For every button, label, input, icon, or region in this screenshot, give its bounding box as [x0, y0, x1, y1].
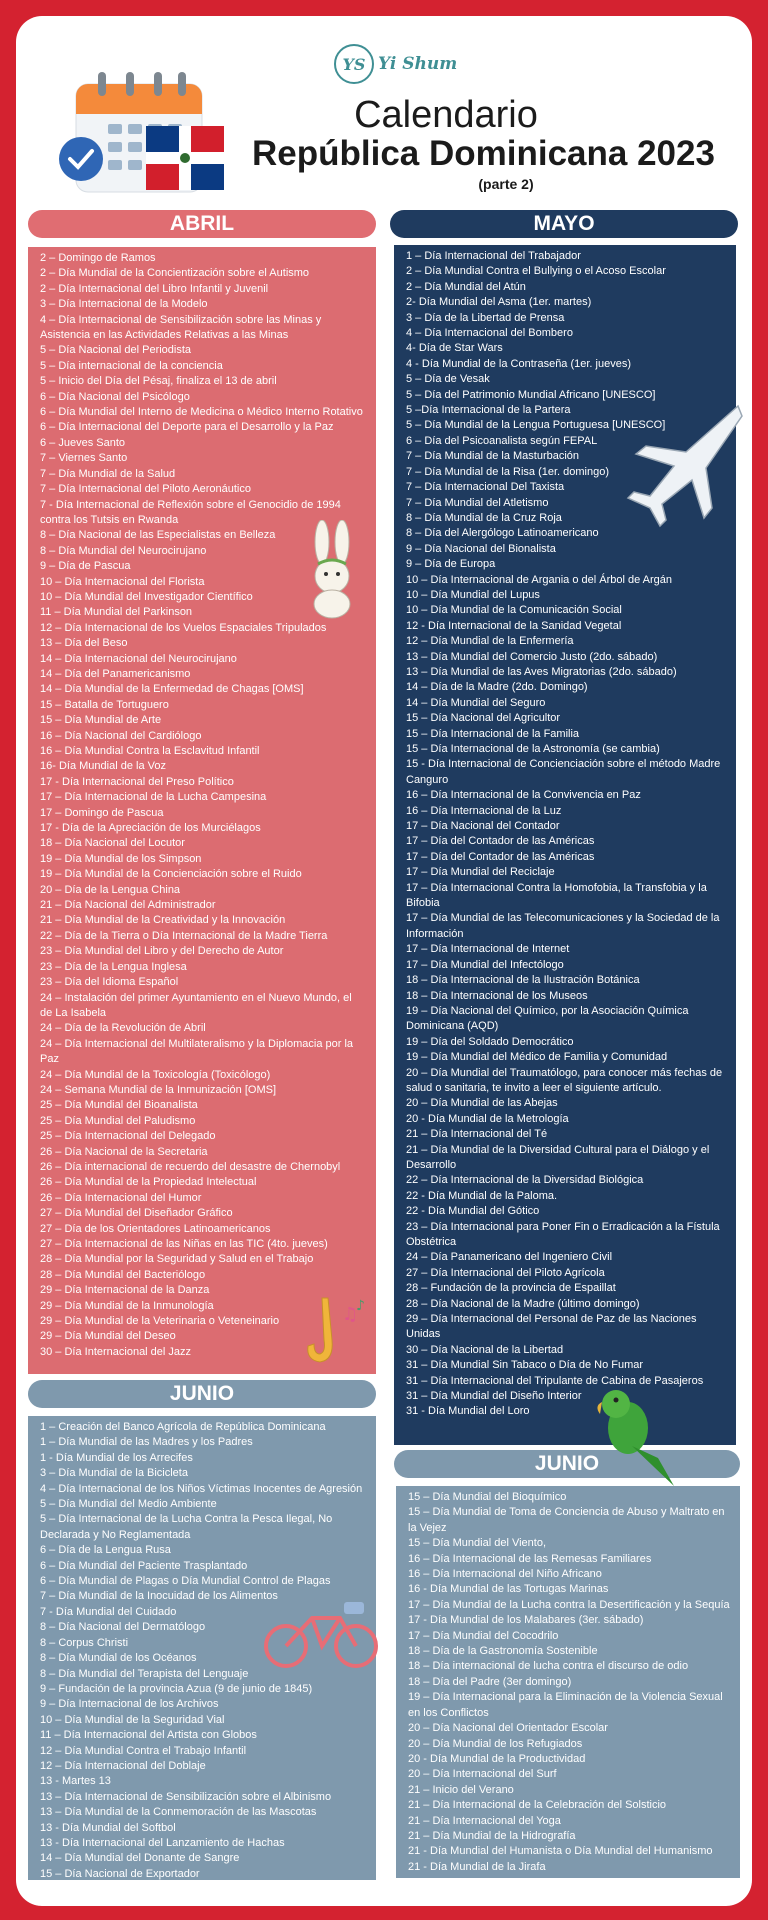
- list-item: 9 – Día Internacional de los Archivos: [40, 1698, 219, 1711]
- list-item: 21 - Día Mundial del Humanista o Día Mundial del Humanismo: [408, 1845, 713, 1858]
- jet-icon: [616, 400, 746, 530]
- svg-text:♪: ♪: [356, 1298, 365, 1314]
- list-item: 8 – Día Nacional del Dermatólogo: [40, 1621, 206, 1634]
- list-item: 21 – Día Mundial de la Hidrografía: [408, 1829, 576, 1842]
- list-item: 15 – Día Mundial del Viento,: [408, 1537, 546, 1550]
- list-item: 7 - Día Internacional de Reflexión sobre el Genocidio de 1994 contra los Tutsis en Rwanda: [40, 498, 341, 526]
- list-item: 15 – Día Internacional de la Familia: [406, 727, 580, 740]
- list-item: 30 – Día Nacional de la Libertad: [406, 1343, 564, 1356]
- list-item: 13 - Martes 13: [40, 1775, 111, 1788]
- list-item: 15 - Día Internacional de Concienciación sobre el método Madre Canguro: [406, 758, 721, 786]
- list-item: 7 - Día Mundial del Cuidado: [40, 1605, 177, 1618]
- list-item: 7 – Día Mundial de la Masturbación: [406, 450, 580, 463]
- list-item: 5 – Día Mundial de la Lengua Portuguesa [UNESCO]: [406, 419, 666, 432]
- list-item: 15 – Día Mundial de Toma de Conciencia de Abuso y Maltrato en la Vejez: [408, 1506, 725, 1534]
- list-item: 18 – Día Nacional del Locutor: [40, 837, 185, 850]
- list-item: 24 – Semana Mundial de la Inmunización [OMS]: [40, 1083, 277, 1096]
- list-item: 22 – Día de la Tierra o Día Internacional de la Madre Tierra: [40, 929, 328, 942]
- list-item: 27 – Día Internacional de las Niñas en las TIC (4to. jueves): [40, 1238, 328, 1250]
- title-part: (parte 2): [478, 176, 534, 192]
- list-item: 6 – Jueves Santo: [40, 436, 126, 449]
- list-item: 22 - Día Mundial del Gótico: [406, 1205, 540, 1218]
- list-item: 17 – Día del Contador de las Américas: [406, 850, 595, 863]
- list-item: 8 – Día Mundial de la Cruz Roja: [406, 511, 562, 524]
- list-item: 8 – Corpus Christi: [40, 1636, 129, 1649]
- list-item: 29 – Día Internacional del Personal de Paz de las Naciones Unidas: [406, 1313, 697, 1341]
- list-item: 6 – Día de la Lengua Rusa: [40, 1544, 171, 1557]
- list-item: 21 – Día Nacional del Administrador: [40, 899, 216, 912]
- list-item: 12 – Día Internacional de los Vuelos Espaciales Tripulados: [40, 621, 327, 634]
- list-item: 17 – Día Internacional de Internet: [406, 943, 570, 956]
- list-item: 2 – Domingo de Ramos: [40, 252, 156, 264]
- list-item: 5 – Día internacional de la conciencia: [40, 359, 223, 372]
- list-item: 14 – Día de la Madre (2do. Domingo): [406, 681, 588, 694]
- list-item: 10 – Día Mundial del Lupus: [406, 588, 540, 601]
- list-item: 27 – Día de los Orientadores Latinoamericanos: [40, 1222, 271, 1235]
- junio-header-right: JUNIO: [394, 1450, 740, 1478]
- list-item: 7 – Día Internacional Del Taxista: [406, 481, 565, 494]
- title-line1: Calendario: [354, 94, 538, 136]
- list-item: 24 – Día Mundial de la Toxicología (Toxicólogo): [40, 1068, 271, 1081]
- list-item: 20 - Día Mundial de la Metrología: [406, 1112, 569, 1125]
- mayo-header: MAYO: [390, 210, 738, 238]
- list-item: 7 – Día Mundial de la Risa (1er. domingo): [406, 465, 609, 478]
- list-item: 24 – Instalación del primer Ayuntamiento en el Nuevo Mundo, el de La Isabela: [40, 991, 352, 1019]
- list-item: 19 – Día Nacional del Químico, por la Asociación Química Dominicana (AQD): [406, 1004, 689, 1033]
- checkmark-icon: [56, 134, 106, 184]
- list-item: 26 – Día Internacional del Humor: [40, 1191, 202, 1204]
- list-item: 11 – Día Mundial del Parkinson: [40, 606, 193, 619]
- list-item: 6 – Día Nacional del Psicólogo: [40, 390, 190, 403]
- list-item: 19 – Día Mundial de los Simpson: [40, 852, 202, 865]
- list-item: 2 – Día Mundial Contra el Bullying o el Acoso Escolar: [406, 265, 666, 278]
- list-item: 5 – Inicio del Día del Pésaj, finaliza el 13 de abril: [40, 375, 277, 388]
- list-item: 22 - Día Mundial de la Paloma.: [406, 1189, 558, 1202]
- list-item: 25 – Día Mundial del Paludismo: [40, 1114, 196, 1127]
- list-item: 2- Día Mundial del Asma (1er. martes): [406, 296, 592, 309]
- list-item: 17 – Día Mundial del Cocodrilo: [408, 1629, 559, 1642]
- junio-list-right: [396, 1486, 740, 1878]
- list-item: 28 – Día Mundial del Bacteriólogo: [40, 1268, 206, 1281]
- logo-mark: YS: [334, 44, 374, 84]
- list-item: 20 – Día Nacional del Orientador Escolar: [408, 1722, 608, 1735]
- list-item: 15 – Día Mundial de Arte: [40, 714, 162, 727]
- list-item: 30 – Día Internacional del Jazz: [40, 1345, 192, 1358]
- list-item: 20 – Día Mundial del Traumatólogo, para conocer más fechas de salud o sanitaria, te invito a leer el siguiente artículo.: [406, 1066, 723, 1094]
- list-item: 10 – Día Internacional de Argania o del Árbol de Argán: [406, 573, 673, 586]
- list-item: 21 – Día Internacional de la Celebración del Solsticio: [408, 1799, 667, 1812]
- list-item: 7 – Viernes Santo: [40, 452, 128, 465]
- list-item: 20 – Día Internacional del Surf: [408, 1768, 557, 1781]
- list-item: 16- Día Mundial de la Voz: [40, 760, 166, 773]
- list-item: 3 – Día de la Libertad de Prensa: [406, 311, 565, 324]
- bicycle-icon: [262, 1596, 382, 1672]
- list-item: 10 – Día Mundial de la Seguridad Vial: [40, 1713, 225, 1726]
- svg-text:♫: ♫: [342, 1304, 359, 1325]
- list-item: 13 – Día Mundial de las Aves Migratorias (2do. sábado): [406, 665, 677, 678]
- list-item: 26 – Día Nacional de la Secretaria: [40, 1145, 208, 1158]
- parrot-icon: [588, 1386, 684, 1490]
- list-item: 17 – Día Nacional del Contador: [406, 820, 560, 833]
- list-item: 31 – Día Mundial del Diseño Interior: [406, 1390, 582, 1403]
- list-item: 19 – Día Mundial del Médico de Familia y Comunidad: [406, 1051, 668, 1064]
- list-item: 13 - Día Mundial del Softbol: [40, 1821, 176, 1834]
- list-item: 20 – Día Mundial de los Refugiados: [408, 1737, 583, 1750]
- list-item: 23 – Día del Idioma Español: [40, 976, 179, 989]
- list-item: 15 – Día Mundial del Bioquímico: [408, 1491, 567, 1503]
- list-item: 28 – Fundación de la provincia de Espaillat: [406, 1282, 616, 1295]
- footer-credit[interactable]: @YIMINSHUM + WWW.YIMINSHUM.COM: [191, 1880, 577, 1902]
- list-item: 29 – Día Mundial de la Veterinaria o Veteneinario: [40, 1315, 280, 1328]
- list-item: 17 – Día Mundial del Infectólogo: [406, 958, 564, 971]
- list-item: 25 – Día Internacional del Delegado: [40, 1130, 216, 1143]
- list-item: 9 – Día de Pascua: [40, 560, 131, 573]
- list-item: 17 – Día Mundial del Reciclaje: [406, 866, 555, 879]
- list-item: 8 – Día Nacional de las Especialistas en Belleza: [40, 529, 276, 542]
- list-item: 4 – Día Internacional del Bombero: [406, 327, 573, 340]
- list-item: 29 – Día Mundial del Deseo: [40, 1330, 176, 1343]
- list-item: 23 – Día Internacional para Poner Fin o Erradicación a la Fístula Obstétrica: [406, 1220, 720, 1248]
- list-item: 17 - Día Mundial de los Malabares (3er. sábado): [408, 1614, 644, 1627]
- list-item: 17 - Día de la Apreciación de los Murciélagos: [40, 822, 261, 835]
- list-item: 13 – Día del Beso: [40, 637, 128, 650]
- list-item: 7 – Día Mundial de la Inocuidad de los Alimentos: [40, 1590, 278, 1603]
- list-item: 5 – Día del Patrimonio Mundial Africano [UNESCO]: [406, 388, 656, 401]
- list-item: 6 – Día Internacional del Deporte para el Desarrollo y la Paz: [40, 421, 334, 434]
- list-item: 16 – Día Internacional de las Remesas Familiares: [408, 1552, 652, 1565]
- list-item: 6 – Día Mundial del Paciente Trasplantado: [40, 1559, 248, 1572]
- list-item: 14 – Día Internacional del Neurocirujano: [40, 652, 237, 665]
- list-item: 21 – Inicio del Verano: [408, 1783, 514, 1796]
- list-item: 22 – Día Internacional de la Diversidad Biológica: [406, 1174, 644, 1187]
- list-item: 2 – Día Internacional del Libro Infantil y Juvenil: [40, 282, 269, 295]
- list-item: 19 – Día Internacional para la Eliminación de la Violencia Sexual en los Conflictos: [408, 1691, 723, 1719]
- list-item: 14 – Día Mundial de la Enfermedad de Chagas [OMS]: [40, 683, 304, 696]
- list-item: 1 – Día Internacional del Trabajador: [406, 250, 581, 262]
- list-item: 18 – Día de la Gastronomía Sostenible: [408, 1645, 598, 1658]
- list-item: 10 – Día Mundial de la Comunicación Social: [406, 604, 622, 617]
- list-item: 15 – Día Nacional del Agricultor: [406, 712, 561, 725]
- list-item: 9 – Día de Europa: [406, 558, 496, 571]
- list-item: 8 – Día Mundial del Neurocirujano: [40, 544, 207, 557]
- list-item: 16 – Día Nacional del Cardiólogo: [40, 729, 202, 742]
- logo-name: Yi Shum: [378, 54, 458, 74]
- junio-header-left: JUNIO: [28, 1380, 376, 1408]
- page-title: República Dominicana 2023: [252, 134, 715, 173]
- list-item: 20 - Día Mundial de la Productividad: [408, 1752, 586, 1765]
- list-item: 13 – Día Mundial de la Conmemoración de las Mascotas: [40, 1806, 317, 1819]
- list-item: 21 – Día Internacional del Yoga: [408, 1814, 561, 1827]
- list-item: 16 – Día Internacional del Niño Africano: [408, 1568, 602, 1581]
- list-item: 23 – Día de la Lengua Inglesa: [40, 960, 187, 973]
- list-item: 15 – Día Internacional de la Astronomía (se cambia): [406, 743, 660, 755]
- list-item: 2 – Día Mundial de la Concientización sobre el Autismo: [40, 267, 310, 280]
- list-item: 18 – Día Internacional de la Ilustración Botánica: [406, 974, 640, 987]
- list-item: 5 – Día de Vesak: [406, 373, 490, 386]
- list-item: 10 – Día Internacional del Florista: [40, 575, 205, 588]
- list-item: 5 – Día Internacional de la Lucha Contra la Pesca Ilegal, No Declarada y No Reglamentada: [40, 1513, 333, 1541]
- saxophone-icon: [298, 1290, 378, 1370]
- list-item: 25 – Día Mundial del Bioanalista: [40, 1099, 198, 1112]
- dominican-flag-icon: [146, 126, 224, 190]
- list-item: 16 – Día Internacional de la Luz: [406, 804, 562, 817]
- list-item: 16 - Día Mundial de las Tortugas Marinas: [408, 1583, 609, 1596]
- list-item: 24 – Día Panamericano del Ingeniero Civil: [406, 1251, 613, 1264]
- list-item: 18 – Día internacional de lucha contra el discurso de odio: [408, 1660, 689, 1673]
- list-item: 13 – Día Mundial del Comercio Justo (2do. sábado): [406, 650, 658, 663]
- list-item: 12 – Día Mundial de la Enfermería: [406, 635, 574, 648]
- list-item: 6 – Día del Psicoanalista según FEPAL: [406, 434, 598, 447]
- list-item: 17 - Día Internacional del Preso Político: [40, 775, 234, 788]
- list-item: 21 – Día Mundial de la Creatividad y la Innovación: [40, 914, 286, 927]
- list-item: 9 – Día Nacional del Bionalista: [406, 542, 556, 555]
- list-item: 5 – Día Nacional del Periodista: [40, 344, 192, 357]
- list-item: 28 – Día Mundial por la Seguridad y Salud en el Trabajo: [40, 1253, 314, 1266]
- list-item: 21 – Día Mundial de la Diversidad Cultural para el Diálogo y el Desarrollo: [406, 1143, 710, 1171]
- list-item: 24 – Día Internacional del Multilateralismo y la Diplomacia por la Paz: [40, 1037, 354, 1066]
- list-item: 12 – Día Internacional del Doblaje: [40, 1759, 206, 1772]
- abril-list: [28, 247, 376, 1374]
- list-item: 29 – Día Mundial de la Inmunología: [40, 1299, 214, 1312]
- list-item: 18 – Día Internacional de los Museos: [406, 989, 588, 1002]
- list-item: 14 – Día Mundial del Seguro: [406, 696, 546, 709]
- list-item: 28 – Día Nacional de la Madre (último domingo): [406, 1297, 640, 1310]
- list-item: 31 - Día Mundial del Loro: [406, 1405, 530, 1418]
- list-item: 8 – Día del Alergólogo Latinoamericano: [406, 527, 599, 540]
- list-item: 17 – Domingo de Pascua: [40, 806, 164, 819]
- list-item: 26 – Día internacional de recuerdo del desastre de Chernobyl: [40, 1160, 341, 1173]
- list-item: 21 – Día Internacional del Té: [406, 1128, 548, 1141]
- list-item: 15 – Batalla de Tortuguero: [40, 698, 169, 711]
- list-item: 1 – Día Mundial de las Madres y los Padres: [40, 1436, 253, 1449]
- list-item: 12 - Día Internacional de la Sanidad Vegetal: [406, 619, 622, 632]
- list-item: 24 – Día de la Revolución de Abril: [40, 1022, 206, 1035]
- list-item: 26 – Día Mundial de la Propiedad Intelectual: [40, 1176, 257, 1189]
- list-item: 31 – Día Internacional del Tripulante de Cabina de Pasajeros: [406, 1374, 704, 1387]
- list-item: 14 – Día del Panamericanismo: [40, 667, 191, 680]
- list-item: 18 – Día del Padre (3er domingo): [408, 1675, 572, 1688]
- list-item: 4 – Día Internacional de los Niños Víctimas Inocentes de Agresión: [40, 1482, 363, 1495]
- list-item: 7 – Día Mundial del Atletismo: [406, 496, 549, 509]
- list-item: 5 –Día Internacional de la Partera: [406, 404, 571, 417]
- list-item: 17 – Día Internacional Contra la Homofobia, la Transfobia y la Bifobia: [406, 881, 707, 910]
- bunny-icon: [300, 520, 364, 620]
- list-item: 17 – Día Mundial de la Lucha contra la Desertificación y la Sequía: [408, 1598, 730, 1611]
- list-item: 1 - Día Mundial de los Arrecifes: [40, 1451, 193, 1464]
- list-item: 20 – Día de la Lengua China: [40, 883, 181, 896]
- list-item: 14 – Día Mundial del Donante de Sangre: [40, 1852, 240, 1865]
- list-item: 17 – Día Mundial de las Telecomunicaciones y la Sociedad de la Información: [406, 912, 720, 940]
- list-item: 9 – Fundación de la provincia Azua (9 de junio de 1845): [40, 1682, 313, 1695]
- list-item: 4 – Día Internacional de Sensibilización sobre las Minas y Asistencia en las Actividades Relativas a las Minas: [40, 313, 322, 342]
- list-item: 7 – Día Internacional del Piloto Aeronáutico: [40, 483, 251, 496]
- list-item: 27 – Día Internacional del Piloto Agrícola: [406, 1266, 605, 1279]
- list-item: 5 – Día Mundial del Medio Ambiente: [40, 1498, 217, 1511]
- list-item: 8 – Día Mundial de los Océanos: [40, 1652, 197, 1665]
- list-item: 20 – Día Mundial de las Abejas: [406, 1097, 558, 1110]
- list-item: 19 – Día del Soldado Democrático: [406, 1035, 574, 1048]
- list-item: 10 – Día Mundial del Investigador Científico: [40, 590, 253, 603]
- list-item: 13 - Día Internacional del Lanzamiento de Hachas: [40, 1836, 285, 1849]
- list-item: 29 – Día Internacional de la Danza: [40, 1284, 210, 1297]
- list-item: 17 – Día Internacional de la Lucha Campesina: [40, 791, 267, 804]
- list-item: 19 – Día Mundial de la Concienciación sobre el Ruido: [40, 868, 302, 881]
- list-item: 3 – Día Mundial de la Bicicleta: [40, 1467, 188, 1480]
- list-item: 6 – Día Mundial de Plagas o Día Mundial Control de Plagas: [40, 1575, 331, 1588]
- list-item: 7 – Día Mundial de la Salud: [40, 467, 176, 480]
- list-item: 4 - Día Mundial de la Contraseña (1er. jueves): [406, 357, 632, 370]
- list-item: 2 – Día Mundial del Atún: [406, 280, 526, 293]
- list-item: 31 – Día Mundial Sin Tabaco o Día de No Fumar: [406, 1359, 644, 1372]
- abril-header: ABRIL: [28, 210, 376, 238]
- list-item: 21 - Día Mundial de la Jirafa: [408, 1860, 546, 1873]
- list-item: 13 – Día Internacional de Sensibilización sobre el Albinismo: [40, 1790, 332, 1803]
- brand-logo[interactable]: [334, 44, 457, 84]
- list-item: 6 – Día Mundial del Interno de Medicina o Médico Interno Rotativo: [40, 406, 363, 419]
- list-item: 8 – Día Mundial del Terapista del Lenguaje: [40, 1667, 249, 1680]
- list-item: 16 – Día Mundial Contra la Esclavitud Infantil: [40, 745, 260, 757]
- list-item: 3 – Día Internacional de la Modelo: [40, 298, 208, 311]
- list-item: 4- Día de Star Wars: [406, 342, 503, 355]
- list-item: 1 – Creación del Banco Agrícola de República Dominicana: [40, 1421, 326, 1433]
- list-item: 17 – Día del Contador de las Américas: [406, 835, 595, 848]
- list-item: 12 – Día Mundial Contra el Trabajo Infantil: [40, 1744, 247, 1757]
- list-item: 15 – Día Nacional de Exportador: [40, 1867, 200, 1880]
- list-item: 16 – Día Internacional de la Convivencia en Paz: [406, 789, 641, 802]
- list-item: 23 – Día Mundial del Libro y del Derecho de Autor: [40, 945, 284, 958]
- list-item: 27 – Día Mundial del Diseñador Gráfico: [40, 1207, 233, 1220]
- list-item: 11 – Día Internacional del Artista con Globos: [40, 1729, 257, 1742]
